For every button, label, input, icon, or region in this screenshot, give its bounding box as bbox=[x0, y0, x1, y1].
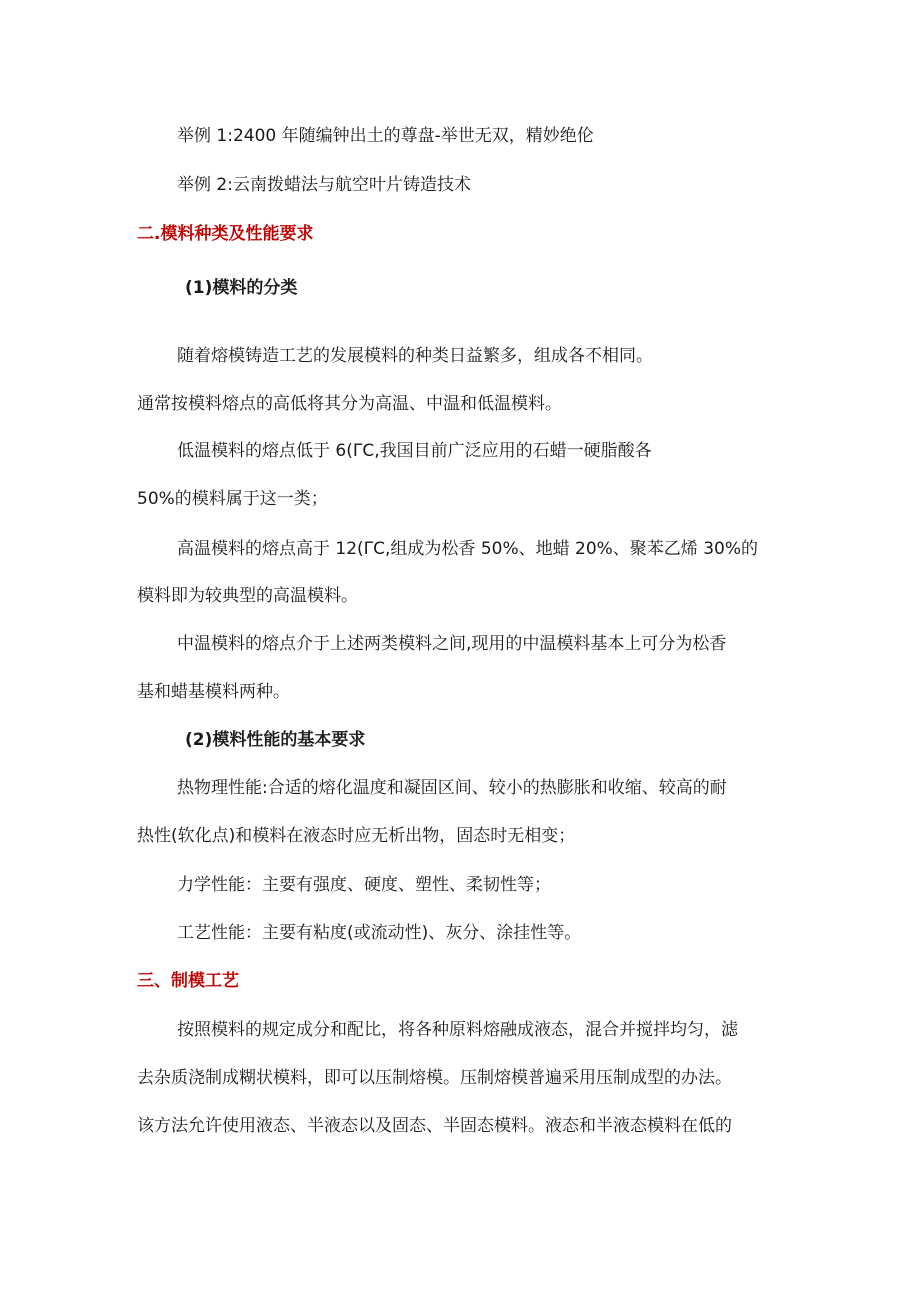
section-heading-2: 二.模料种类及性能要求 bbox=[137, 224, 314, 244]
example-2-text: 举例 2:云南拨蜡法与航空叶片铸造技术 bbox=[177, 175, 471, 195]
paragraph-line: 力学性能：主要有强度、硬度、塑性、柔韧性等； bbox=[177, 875, 551, 895]
paragraph-line: 模料即为较典型的高温模料。 bbox=[137, 586, 358, 606]
paragraph-line: 该方法允许使用液态、半液态以及固态、半固态模料。液态和半液态模料在低的 bbox=[137, 1116, 732, 1136]
paragraph-line: 热物理性能:合适的熔化温度和凝固区间、较小的热膨胀和收缩、较高的耐 bbox=[177, 778, 727, 798]
paragraph-line: 低温模料的熔点低于 6(ΓC,我国目前广泛应用的石蜡一硬脂酸各 bbox=[177, 441, 652, 461]
example-1-text: 举例 1:2400 年随编钟出土的尊盘-举世无双，精妙绝伦 bbox=[177, 126, 594, 146]
paragraph-line: 50%的模料属于这一类； bbox=[137, 489, 328, 509]
paragraph-line: 通常按模料熔点的高低将其分为高温、中温和低温模料。 bbox=[137, 394, 562, 414]
paragraph-line: 高温模料的熔点高于 12(ΓC,组成为松香 50%、地蜡 20%、聚苯乙烯 30%的 bbox=[177, 539, 758, 559]
paragraph-line: 热性(软化点)和模料在液态时应无析出物，固态时无相变； bbox=[137, 826, 576, 846]
paragraph-line: 随着熔模铸造工艺的发展模料的种类日益繁多，组成各不相同。 bbox=[177, 346, 653, 366]
paragraph-line: 去杂质浇制成糊状模料，即可以压制熔模。压制熔模普遍采用压制成型的办法。 bbox=[137, 1068, 732, 1088]
paragraph-line: 中温模料的熔点介于上述两类模料之间,现用的中温模料基本上可分为松香 bbox=[177, 634, 727, 654]
paragraph-line: 工艺性能：主要有粘度(或流动性)、灰分、涂挂性等。 bbox=[177, 923, 582, 943]
section-heading-3: 三、制模工艺 bbox=[137, 971, 239, 991]
paragraph-line: 基和蜡基模料两种。 bbox=[137, 682, 290, 702]
paragraph-line: 按照模料的规定成分和配比，将各种原料熔融成液态，混合并搅拌均匀，滤 bbox=[177, 1020, 738, 1040]
subsection-heading-2: (2)模料性能的基本要求 bbox=[185, 730, 366, 750]
subsection-heading-1: (1)模料的分类 bbox=[185, 278, 298, 298]
